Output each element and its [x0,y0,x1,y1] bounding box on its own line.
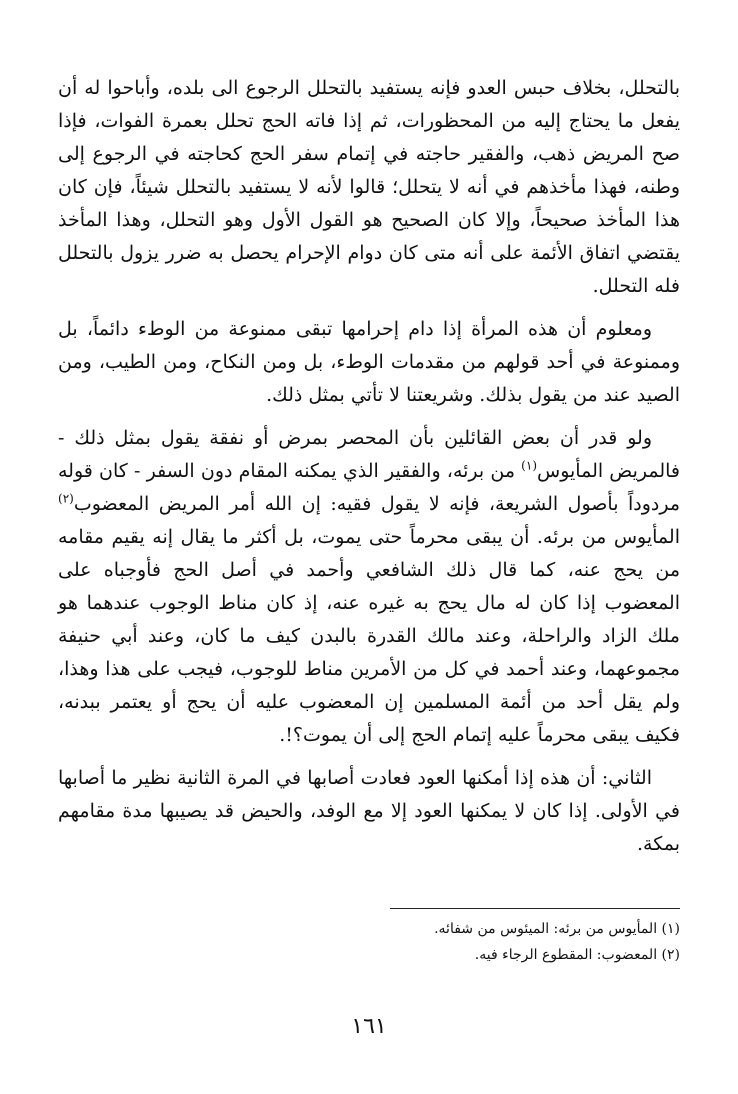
paragraph-2-text: ومعلوم أن هذه المرأة إذا دام إحرامها تبقى ممنوعة من الوطء دائماً، بل وممنوعة في أحد قولهم من مقدمات الوطء، بل ومن النكاح، ومن الطيب، ومن الصيد عند من يقول بذلك. وشريعتنا لا تأتي بمثل ذلك. [58,318,680,406]
footnote-ref-2: (٢) [58,491,74,506]
paragraph-4-text: الثاني: أن هذه إذا أمكنها العود فعادت أصابها في المرة الثانية نظير ما أصابها في الأولى. إذا كان لا يمكنها العود إلا مع الوفد، والحيض قد يصيبها مدة مقامهم بمكة. [58,767,680,855]
page-number: ١٦١ [351,1014,387,1039]
paragraph-3-text-b: من برئه، والفقير الذي يمكنه المقام دون السفر - كان قوله مردوداً بأصول الشريعة، فإنه لا يقول فقيه: إن الله أمر المريض المعضوب [58,460,680,515]
footnote-2: (٢) المعضوب: المقطوع الرجاء فيه. [474,947,680,963]
page-body [58,72,680,871]
paragraph-2 [58,313,680,412]
footnote-ref-1: (١) [521,458,537,473]
paragraph-4 [58,762,680,861]
paragraph-3-text-a: ولو قدر أن بعض القائلين بأن المحصر بمرض أو نفقة يقول بمثل ذلك - فالمريض المأيوس [58,427,681,482]
paragraph-3-text-c: المأيوس من برئه. أن يبقى محرماً حتى يموت، بل أكثر ما يقال إنه يقيم مقامه من يحج عنه، كما قال ذلك الشافعي وأحمد في أصل الحج فأوجباه على المعضوب إذا كان له مال يحج به غيره عنه، إذ كان مناط الوجوب عندهما هو ملك الزاد والراحلة، وعند مالك القدرة بالبدن كيف ما كان، وعند أبي حنيفة مجموعهما، وعند أحمد في كل من الأمرين مناط للوجوب، فيجب على هذا وهذا، ولم يقل أحد من أئمة المسلمين إن المعضوب عليه أن يحج أو يعتمر ببدنه، فكيف يبقى محرماً عليه إتمام الحج إلى أن يموت؟!. [58,526,680,746]
paragraph-1-text: بالتحلل، بخلاف حبس العدو فإنه يستفيد بالتحلل الرجوع الى بلده، وأباحوا له أن يفعل ما يحتاج إليه من المحظورات، ثم إذا فاته الحج تحلل بعمرة الفوات، فإذا صح المريض ذهب، والفقير حاجته في إتمام سفر الحج كحاجته في الرجوع إلى وطنه، فهذا مأخذهم في أنه لا يتحلل؛ قالوا لأنه لا يستفيد بالتحلل شيئاً، فإن كان هذا المأخذ صحيحاً، وإلا كان الصحيح هو القول الأول وهو التحلل، وهذا المأخذ يقتضي اتفاق الأئمة على أنه متى كان دوام الإحرام يحصل به ضرر يزول بالتحلل فله التحلل. [58,77,680,297]
footnotes [58,916,680,968]
footnote-1: (١) المأيوس من برئه: الميئوس من شفائه. [434,921,680,937]
paragraph-3 [58,422,680,752]
footnote-separator [390,908,680,909]
paragraph-1 [58,72,680,303]
